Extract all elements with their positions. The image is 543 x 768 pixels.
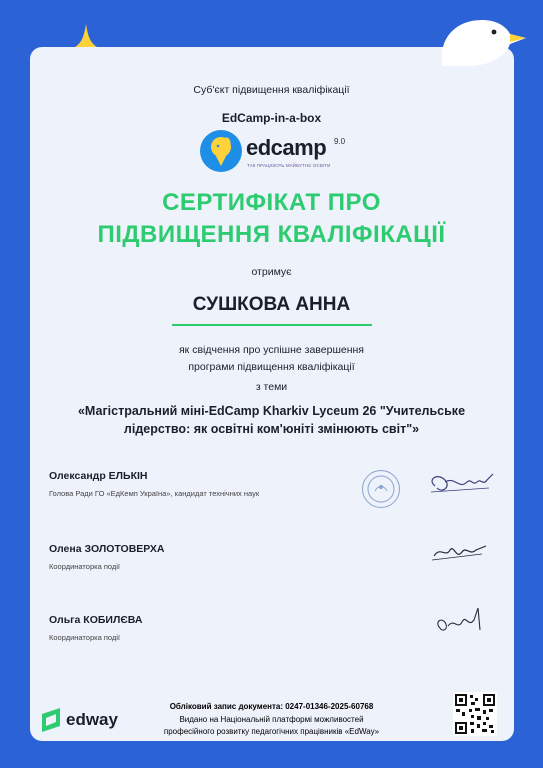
issued-line2: професійного розвитку педагогічних працівників «EdWay» bbox=[163, 727, 380, 736]
signatory-name: Олександр ЕЛЬКІН bbox=[49, 470, 148, 482]
course-title-line2: лідерство: як освітні ком'юніті змінюють світ"» bbox=[123, 422, 420, 436]
signatory-1 bbox=[49, 470, 259, 498]
proof-line1: як свідчення про успішне завершення bbox=[179, 344, 364, 356]
signatory-name: Олена ЗОЛОТОВЕРХА bbox=[49, 543, 165, 555]
recipient-name: СУШКОВА АННА bbox=[192, 294, 351, 315]
subject-label: Суб'єкт підвищення кваліфікації bbox=[193, 84, 350, 96]
signatory-role: Координаторка події bbox=[49, 562, 121, 571]
certificate-title-line1: СЕРТИФІКАТ ПРО bbox=[162, 189, 381, 216]
topic-label: з теми bbox=[255, 381, 288, 393]
edcamp-logo-tagline: ТАК ПРАЦЮЮТЬ МАЙБУТНЄ ОСВІТИ bbox=[247, 163, 331, 168]
qr-code-icon[interactable] bbox=[453, 692, 497, 736]
edcamp-logo-version: 9.0 bbox=[334, 137, 346, 146]
recipient-underline bbox=[172, 324, 372, 326]
signatory-role: Координаторка події bbox=[49, 633, 121, 642]
issued-line1: Видано на Національній платформі можливостей bbox=[179, 715, 364, 724]
signatory-2 bbox=[49, 543, 164, 571]
certificate-title-line2: ПІДВИЩЕННЯ КВАЛІФІКАЦІЇ bbox=[97, 221, 446, 248]
signature-icon bbox=[430, 538, 490, 566]
signature-icon bbox=[432, 604, 488, 638]
edcamp-logo-icon bbox=[200, 130, 242, 172]
receives-label: отримує bbox=[251, 266, 292, 278]
edway-logo-text: edway bbox=[66, 710, 118, 729]
course-title-line1: «Магістральний міні-EdCamp Kharkiv Lyceum 26 "Учительське bbox=[77, 404, 466, 418]
bird-icon bbox=[434, 10, 532, 68]
organization-name: EdCamp-in-a-box bbox=[221, 111, 322, 125]
seal-icon bbox=[362, 470, 400, 508]
signatory-name: Ольга КОБИЛЄВА bbox=[49, 614, 143, 626]
proof-line2: програми підвищення кваліфікації bbox=[188, 361, 355, 373]
edcamp-logo-text: edcamp bbox=[246, 135, 327, 160]
edcamp-logo bbox=[200, 126, 350, 176]
record-number: Обліковий запис документа: 0247-01346-2025-60768 bbox=[169, 702, 374, 711]
signatory-role: Голова Ради ГО «ЕдКемп Україна», кандидат технічних наук bbox=[49, 489, 260, 498]
signatory-3 bbox=[49, 614, 142, 642]
signature-icon bbox=[425, 466, 497, 500]
